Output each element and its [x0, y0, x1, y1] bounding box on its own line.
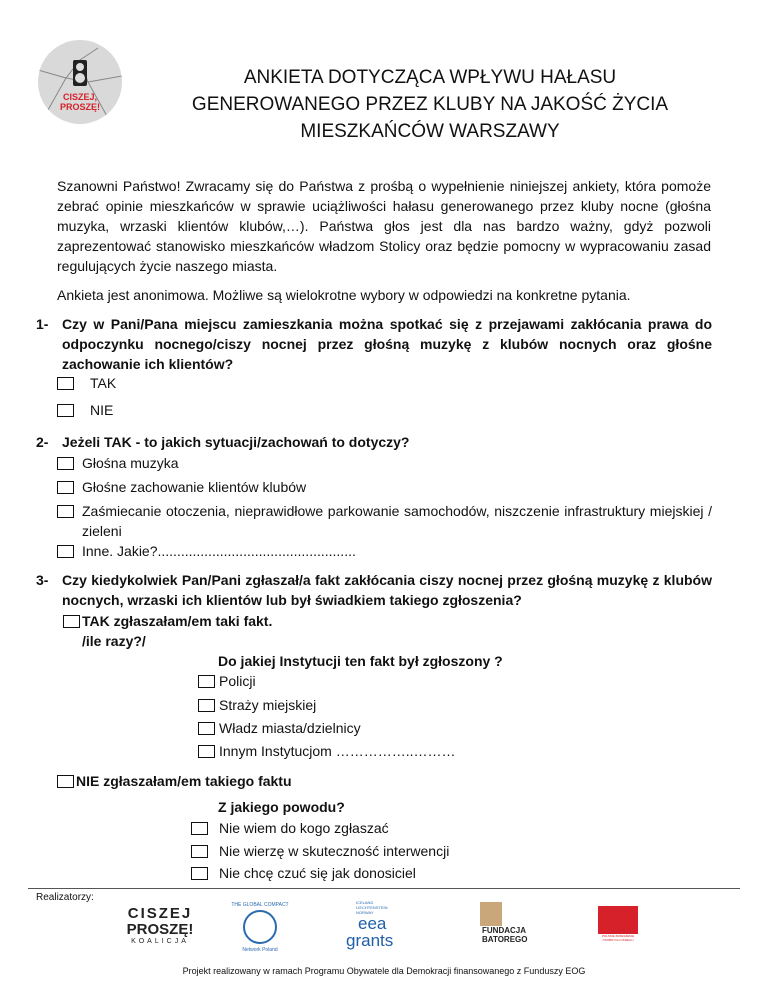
batory-emblem-icon — [480, 902, 502, 926]
logo-line1: CISZEJ, — [62, 92, 97, 102]
option-inst-inne: Innym Instytucjom ……………..……… — [219, 743, 456, 759]
checkbox-inst-straz[interactable] — [198, 699, 215, 712]
pozy-logo — [588, 906, 648, 942]
gc-arc-text: THE GLOBAL COMPACT — [231, 902, 289, 908]
title-line1: ANKIETA DOTYCZĄCA WPŁYWU HAŁASU — [243, 67, 617, 88]
gc-network-text: Network Poland — [242, 947, 278, 953]
option-q2-zachowanie: Głośne zachowanie klientów klubów — [82, 479, 307, 495]
footer-divider — [28, 888, 740, 889]
ciszej-prosze-logo — [38, 40, 122, 124]
option-q3-tak: TAK zgłaszałam/em taki fakt. — [82, 613, 273, 629]
powod-question: Z jakiego powodu? — [218, 799, 345, 815]
batory-small: FUNDACJA — [482, 926, 526, 935]
checkbox-powod-2[interactable] — [191, 845, 208, 858]
option-inst-straz: Straży miejskiej — [219, 697, 317, 713]
globe-icon — [243, 910, 277, 944]
batory-name: BATOREGO — [482, 935, 528, 944]
pozy-small-1: POLSKIE ZRZESZENIE — [601, 934, 635, 938]
speaker-icon — [73, 60, 87, 86]
question-3-number: 3- — [36, 572, 49, 588]
ciszej-koalicja-logo — [124, 906, 196, 945]
option-powod-3: Nie chcę czuć się jak donosiciel — [219, 865, 416, 881]
anonymity-note: Ankieta jest anonimowa. Możliwe są wielokrotne wybory w odpowiedzi na konkretne pytania. — [57, 287, 631, 303]
question-3-text: Czy kiedykolwiek Pan/Pani zgłaszał/a fakt zakłócania ciszy nocnej przez głośną muzykę z klubów nocnych, wrzaski ich klientów lub był świadkiem takiego zgłoszenia? — [62, 572, 712, 608]
question-1 — [36, 314, 712, 374]
eea-small-2: LIECHTENSTEIN — [356, 905, 388, 910]
question-2-text: Jeżeli TAK - to jakich sytuacji/zachowań to dotyczy? — [62, 434, 410, 450]
eea-grants-logo — [340, 900, 410, 949]
eea-word: eea — [358, 914, 387, 933]
fundacja-batorego-logo — [466, 902, 536, 944]
option-q2-inne: Inne. Jakie?................................................... — [82, 543, 356, 559]
checkbox-q2-zachowanie[interactable] — [57, 481, 74, 494]
option-q3-nie: NIE zgłaszałam/em takiego faktu — [76, 773, 292, 789]
question-1-number: 1- — [36, 316, 49, 332]
eea-small-3: NORWAY — [356, 910, 374, 915]
question-2 — [36, 432, 712, 452]
option-powod-2: Nie wierzę w skuteczność interwencji — [219, 843, 450, 859]
eea-small-1: ICELAND — [356, 900, 374, 905]
option-powod-1: Nie wiem do kogo zgłaszać — [219, 820, 389, 836]
option-inst-wladze: Władz miasta/dzielnicy — [219, 720, 361, 736]
logo-line2: PROSZĘ! — [59, 102, 100, 112]
ciszej-logo-line1: CISZEJ — [127, 905, 193, 922]
title-line2: GENEROWANEGO PRZEZ KLUBY NA JAKOŚĆ ŻYCIA — [191, 94, 669, 115]
option-q2-zasmiecanie: Zaśmiecanie otoczenia, nieprawidłowe parkowanie samochodów, niszczenie infrastruktury miejskiej / zieleni — [82, 503, 712, 539]
checkbox-q2-zasmiecanie[interactable] — [57, 505, 74, 518]
logo-text — [38, 92, 122, 112]
checkbox-powod-1[interactable] — [191, 822, 208, 835]
option-q2-muzyka: Głośna muzyka — [82, 455, 179, 471]
checkbox-inst-wladze[interactable] — [198, 722, 215, 735]
option-inst-policja: Policji — [219, 673, 256, 689]
ciszej-logo-line2: PROSZĘ! — [126, 921, 194, 938]
checkbox-q2-inne[interactable] — [57, 545, 74, 558]
checkbox-inst-policja[interactable] — [198, 675, 215, 688]
pozy-emblem-icon — [598, 906, 638, 934]
intro-paragraph: Szanowni Państwo! Zwracamy się do Państwa z prośbą o wypełnienie niniejszej ankiety, która pomoże zebrać opinie mieszkańców w sprawie uciążliwości hałasu generowanego przez kluby nocne (głośna muzyka, wrzaski klientów klubów,…). Państwa głos jest dla nas bardzo ważny, gdyż pozwoli zaprezentować stanowisko mieszkańców władzom Stolicy oraz będzie pomocny w wypracowaniu zasad regulujących życie naszego miasta. — [57, 178, 711, 274]
checkbox-powod-3[interactable] — [191, 867, 208, 880]
checkbox-q1-nie[interactable] — [57, 404, 74, 417]
pozy-small-2: OSOBNYCH OKREGU — [602, 938, 634, 942]
eea-grants-word: grants — [346, 931, 394, 950]
checkbox-q2-muzyka[interactable] — [57, 457, 74, 470]
checkbox-q1-tak[interactable] — [57, 377, 74, 390]
question-3 — [36, 570, 712, 610]
title-line3: MIESZKAŃCÓW WARSZAWY — [300, 121, 560, 142]
ile-razy-label: /ile razy?/ — [82, 633, 146, 649]
page-title — [150, 64, 710, 145]
option-q1-nie: NIE — [90, 402, 114, 418]
question-2-number: 2- — [36, 434, 49, 450]
instytucja-question: Do jakiej Instytucji ten fakt był zgłoszony ? — [218, 653, 503, 669]
question-1-text: Czy w Pani/Pana miejscu zamieszkania można spotkać się z przejawami zakłócania prawa do odpoczynku nocnego/ciszy nocnej przez głośną muzykę z klubów nocnych oraz głośne zachowanie ich klientów? — [62, 316, 712, 372]
realizatorzy-label: Realizatorzy: — [36, 892, 94, 903]
checkbox-q3-tak[interactable] — [63, 615, 80, 628]
global-compact-logo — [228, 902, 292, 953]
checkbox-inst-inne[interactable] — [198, 745, 215, 758]
option-q1-tak: TAK — [90, 375, 117, 391]
footer-note: Projekt realizowany w ramach Programu Obywatele dla Demokracji finansowanego z Funduszy EOG — [182, 966, 586, 976]
checkbox-q3-nie[interactable] — [57, 775, 74, 788]
ciszej-logo-line3: KOALICJA — [131, 938, 189, 945]
